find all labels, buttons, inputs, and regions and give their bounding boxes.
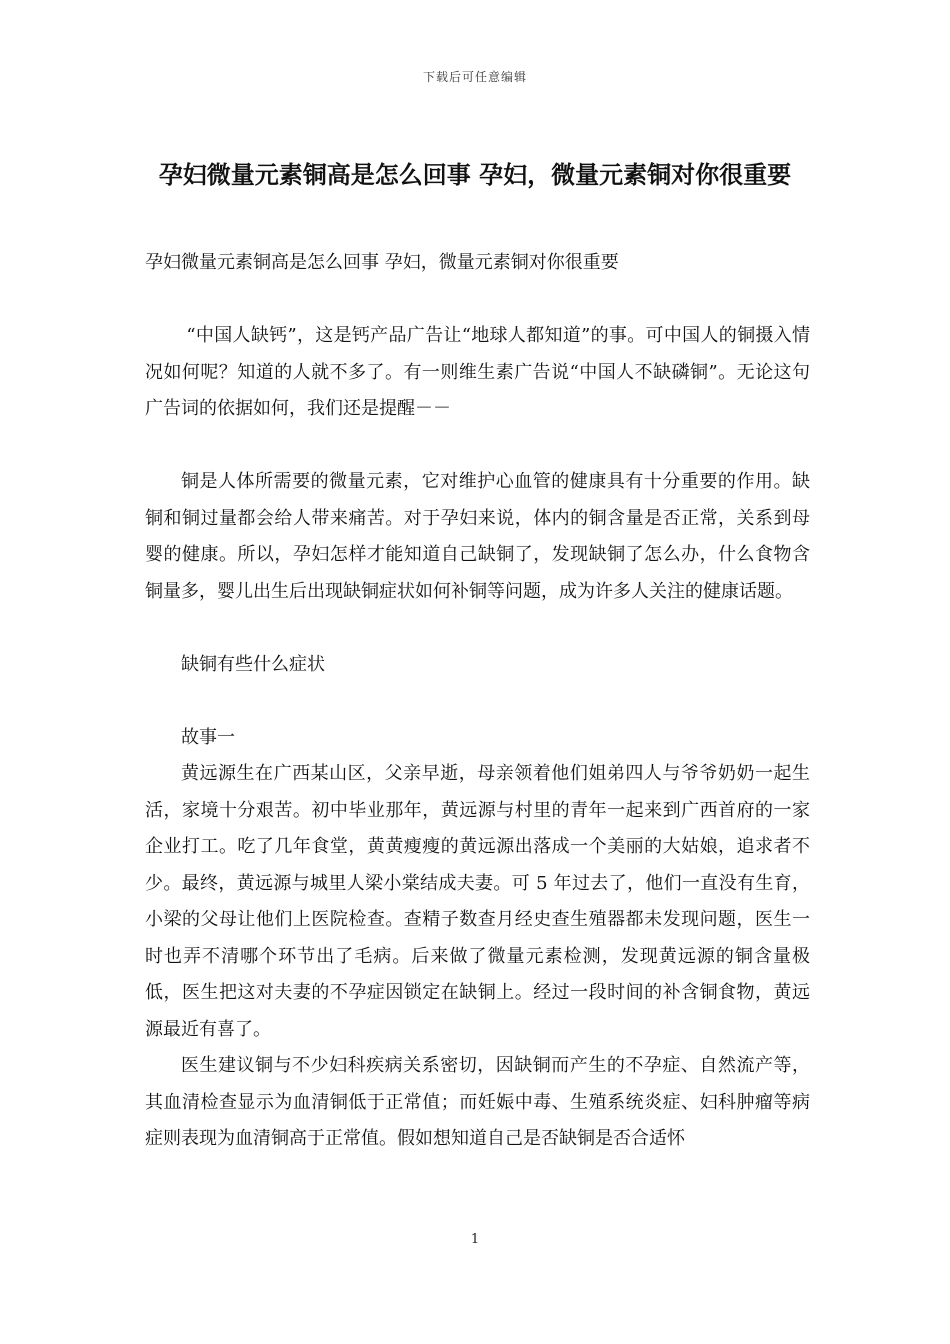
paragraph-story-one: 黄远源生在广西某山区，父亲早逝，母亲领着他们姐弟四人与爷爷奶奶一起生活，家境十分艰苦。初中毕业那年，黄远源与村里的青年一起来到广西首府的一家企业打工。吃了几年食堂，黄黄瘦瘦的黄远源出落成一个美丽的大姑娘，追求者不少。最终，黄远源与城里人梁小棠结成夫妻。可 5 年过去了，他们一直没有生育，小梁的父母让他们上医院检查。查精子数查月经史查生殖器都未发现问题，医生一时也弄不清哪个环节出了毛病。后来做了微量元素检测，发现黄远源的铜含量极低，医生把这对夫妻的不孕症因锁定在缺铜上。经过一段时间的补含铜食物，黄远源最近有喜了。 bbox=[145, 763, 810, 1040]
paragraph-doctor-advice: 医生建议铜与不少妇科疾病关系密切，因缺铜而产生的不孕症、自然流产等，其血清检查显示为血清铜低于正常值；而妊娠中毒、生殖系统炎症、妇科肿瘤等病症则表现为血清铜高于正常值。假如想知道自己是否缺铜是否合适怀 bbox=[145, 1055, 810, 1149]
paragraph-copper-importance: 铜是人体所需要的微量元素，它对维护心血管的健康具有十分重要的作用。缺铜和铜过量都会给人带来痛苦。对于孕妇来说，体内的铜含量是否正常，关系到母婴的健康。所以，孕妇怎样才能知道自己缺铜了，发现缺铜了怎么办，什么食物含铜量多，婴儿出生后出现缺铜症状如何补铜等问题，成为许多人关注的健康话题。 bbox=[145, 471, 810, 602]
paragraph-spacer bbox=[145, 428, 810, 465]
paragraph-spacer bbox=[145, 683, 810, 720]
document-body bbox=[145, 245, 810, 1158]
document-subtitle: 孕妇微量元素铜高是怎么回事 孕妇，微量元素铜对你很重要 bbox=[145, 252, 619, 273]
document-title: 孕妇微量元素铜高是怎么回事 孕妇，微量元素铜对你很重要 bbox=[158, 161, 792, 189]
section-heading-symptoms: 缺铜有些什么症状 bbox=[181, 653, 325, 675]
paragraph-spacer bbox=[145, 610, 810, 647]
paragraph-intro: “中国人缺钙”，这是钙产品广告让“地球人都知道”的事。可中国人的铜摄入情况如何呢？知道的人就不多了。有一则维生素广告说“中国人不缺磷铜”。无论这句广告词的依据如何，我们还是提醒－－ bbox=[145, 325, 810, 419]
paragraph-spacer bbox=[145, 282, 810, 319]
page-header: 下载后可任意编辑 bbox=[422, 70, 527, 84]
section-heading-story-one: 故事一 bbox=[181, 726, 235, 748]
page-number: 1 bbox=[470, 1232, 480, 1247]
